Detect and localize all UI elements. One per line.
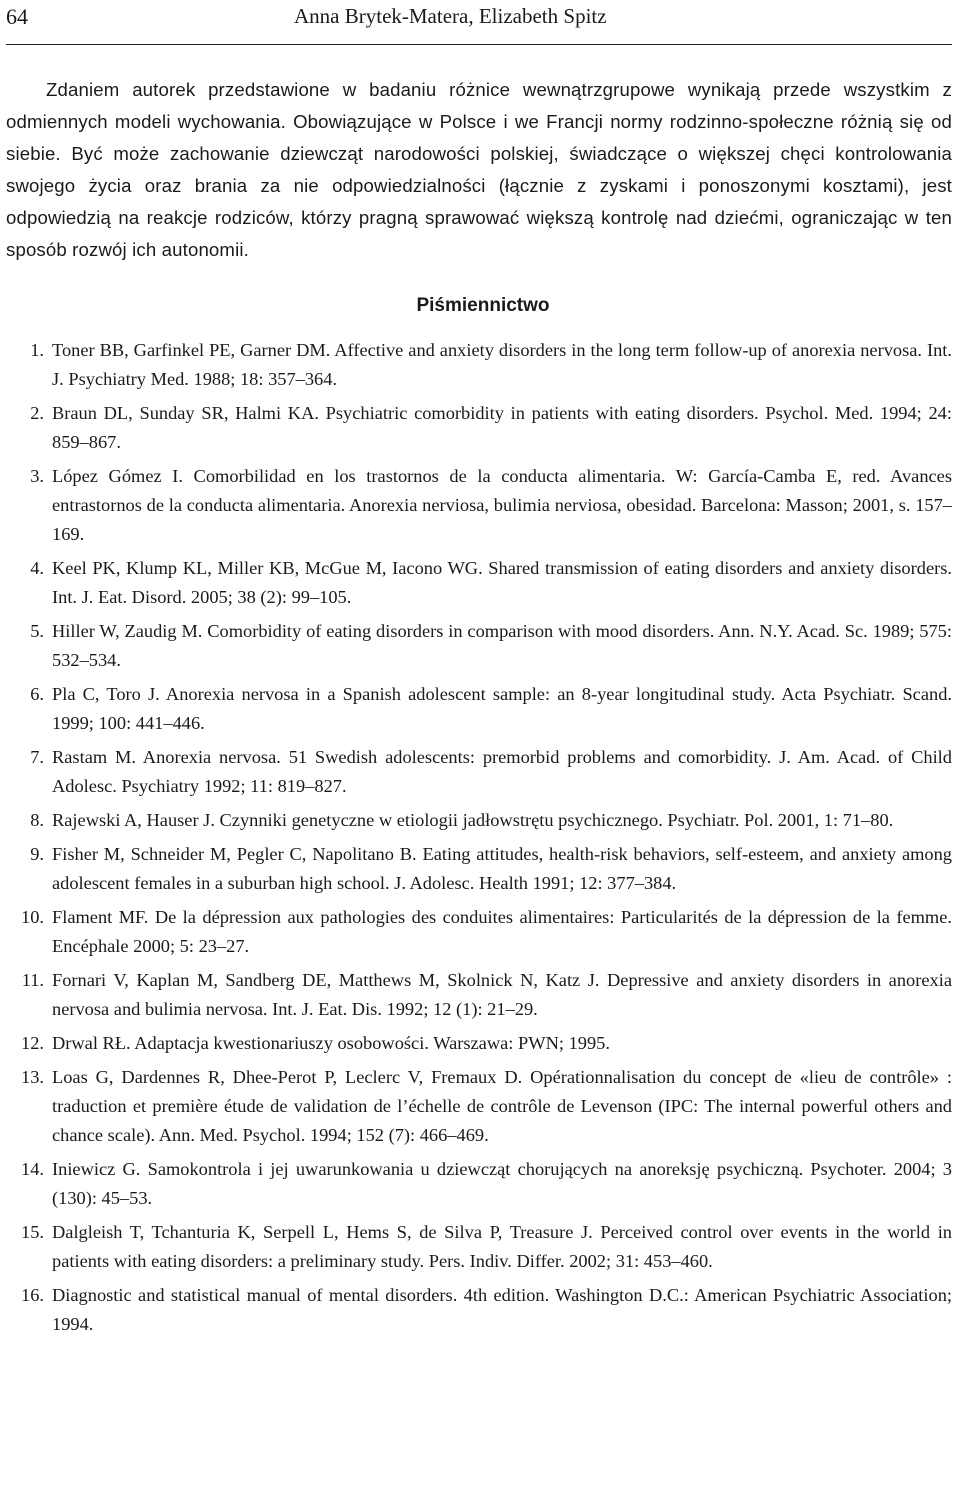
reference-number: 13. xyxy=(21,1067,44,1087)
reference-item xyxy=(6,554,952,612)
reference-number: 6. xyxy=(30,684,44,704)
reference-text: López Gómez I. Comorbilidad en los trastornos de la conducta alimentaria. W: García-Camba E, red. Avances entrastornos de la conducta alimentaria. Anorexia nerviosa, bulimia nerviosa, obesidad. Barcelona: Masson; 2001, s. 157–169. xyxy=(52,466,952,544)
reference-text: Flament MF. De la dépression aux pathologies des conduites alimentaires: Particularités de la dépression de la femme. Encéphale 2000; 5: 23–27. xyxy=(52,907,952,956)
reference-number: 9. xyxy=(30,844,44,864)
reference-list xyxy=(6,336,952,1339)
running-head xyxy=(6,0,952,45)
reference-item xyxy=(6,1281,952,1339)
reference-text: Toner BB, Garfinkel PE, Garner DM. Affective and anxiety disorders in the long term follow-up of anorexia nervosa. Int. J. Psychiatry Med. 1988; 18: 357–364. xyxy=(52,340,952,389)
reference-item xyxy=(6,462,952,549)
reference-text: Iniewicz G. Samokontrola i jej uwarunkowania u dziewcząt chorujących na anoreksję psychiczną. Psychoter. 2004; 3 (130): 45–53. xyxy=(52,1159,952,1208)
reference-text: Drwal RŁ. Adaptacja kwestionariuszy osobowości. Warszawa: PWN; 1995. xyxy=(52,1033,610,1053)
page-number: 64 xyxy=(6,4,28,29)
reference-item xyxy=(6,617,952,675)
reference-item xyxy=(6,1063,952,1150)
reference-text: Fisher M, Schneider M, Pegler C, Napolitano B. Eating attitudes, health-risk behaviors, self-esteem, and anxiety among adolescent females in a suburban high school. J. Adolesc. Health 1991; 12: 377–384. xyxy=(52,844,952,893)
reference-number: 16. xyxy=(21,1285,44,1305)
reference-text: Dalgleish T, Tchanturia K, Serpell L, Hems S, de Silva P, Treasure J. Perceived control over events in the world in patients with eating disorders: a preliminary study. Pers. Indiv. Differ. 2002; 31: 453–460. xyxy=(52,1222,952,1271)
reference-text: Rajewski A, Hauser J. Czynniki genetyczne w etiologii jadłowstrętu psychicznego. Psychiatr. Pol. 2001, 1: 71–80. xyxy=(52,810,894,830)
reference-item xyxy=(6,336,952,394)
reference-number: 14. xyxy=(21,1159,44,1179)
reference-number: 10. xyxy=(21,907,44,927)
reference-item xyxy=(6,1029,952,1058)
reference-number: 2. xyxy=(30,403,44,423)
reference-item xyxy=(6,840,952,898)
reference-item xyxy=(6,1218,952,1276)
reference-item xyxy=(6,680,952,738)
reference-number: 7. xyxy=(30,747,44,767)
reference-text: Keel PK, Klump KL, Miller KB, McGue M, Iacono WG. Shared transmission of eating disorders and anxiety disorders. Int. J. Eat. Disord. 2005; 38 (2): 99–105. xyxy=(52,558,952,607)
reference-item xyxy=(6,399,952,457)
reference-number: 5. xyxy=(30,621,44,641)
reference-item xyxy=(6,903,952,961)
reference-number: 1. xyxy=(30,340,44,360)
reference-text: Rastam M. Anorexia nervosa. 51 Swedish adolescents: premorbid problems and comorbidity. J. Am. Acad. of Child Adolesc. Psychiatry 1992; 11: 819–827. xyxy=(52,747,952,796)
reference-text: Diagnostic and statistical manual of mental disorders. 4th edition. Washington D.C.: American Psychiatric Association; 1994. xyxy=(52,1285,952,1334)
running-title: Anna Brytek-Matera, Elizabeth Spitz xyxy=(294,4,607,28)
document-page xyxy=(6,0,952,1344)
reference-text: Hiller W, Zaudig M. Comorbidity of eating disorders in comparison with mood disorders. Ann. N.Y. Acad. Sc. 1989; 575: 532–534. xyxy=(52,621,952,670)
reference-number: 12. xyxy=(21,1033,44,1053)
reference-text: Pla C, Toro J. Anorexia nervosa in a Spanish adolescent sample: an 8-year longitudinal study. Acta Psychiatr. Scand. 1999; 100: 441–446. xyxy=(52,684,952,733)
reference-number: 3. xyxy=(30,466,44,486)
references-heading: Piśmiennictwo xyxy=(416,295,550,316)
reference-text: Fornari V, Kaplan M, Sandberg DE, Matthews M, Skolnick N, Katz J. Depressive and anxiety disorders in anorexia nervosa and bulimia nervosa. Int. J. Eat. Dis. 1992; 12 (1): 21–29. xyxy=(52,970,952,1019)
reference-text: Loas G, Dardennes R, Dhee-Perot P, Leclerc V, Fremaux D. Opérationnalisation du concept de «lieu de contrôle» : traduction et première étude de validation de l’échelle de contrôle de Levenson (IPC: The internal powerful others and chance scale). Ann. Med. Psychol. 1994; 152 (7): 466–469. xyxy=(52,1067,952,1145)
reference-item xyxy=(6,966,952,1024)
reference-item xyxy=(6,743,952,801)
reference-number: 11. xyxy=(21,970,44,990)
reference-item xyxy=(6,1155,952,1213)
reference-number: 8. xyxy=(30,810,44,830)
reference-number: 4. xyxy=(30,558,44,578)
reference-item xyxy=(6,806,952,835)
reference-text: Braun DL, Sunday SR, Halmi KA. Psychiatric comorbidity in patients with eating disorders. Psychol. Med. 1994; 24: 859–867. xyxy=(52,403,952,452)
body-paragraph: Zdaniem autorek przedstawione w badaniu różnice wewnątrzgrupowe wynikają przede wszystkim z odmiennych modeli wychowania. Obowiązujące w Polsce i we Francji normy rodzinno-społeczne różnią się od siebie. Być może zachowanie dziewcząt narodowości polskiej, świadczące o większej chęci kontrolowania swojego życia oraz brania za nie odpowiedzialności (łącznie z zyskami i ponoszonymi kosztami), jest odpowiedzią na reakcje rodziców, którzy pragną sprawować większą kontrolę nad dziećmi, ograniczając w ten sposób rozwój ich autonomii. xyxy=(6,79,952,260)
reference-number: 15. xyxy=(21,1222,44,1242)
